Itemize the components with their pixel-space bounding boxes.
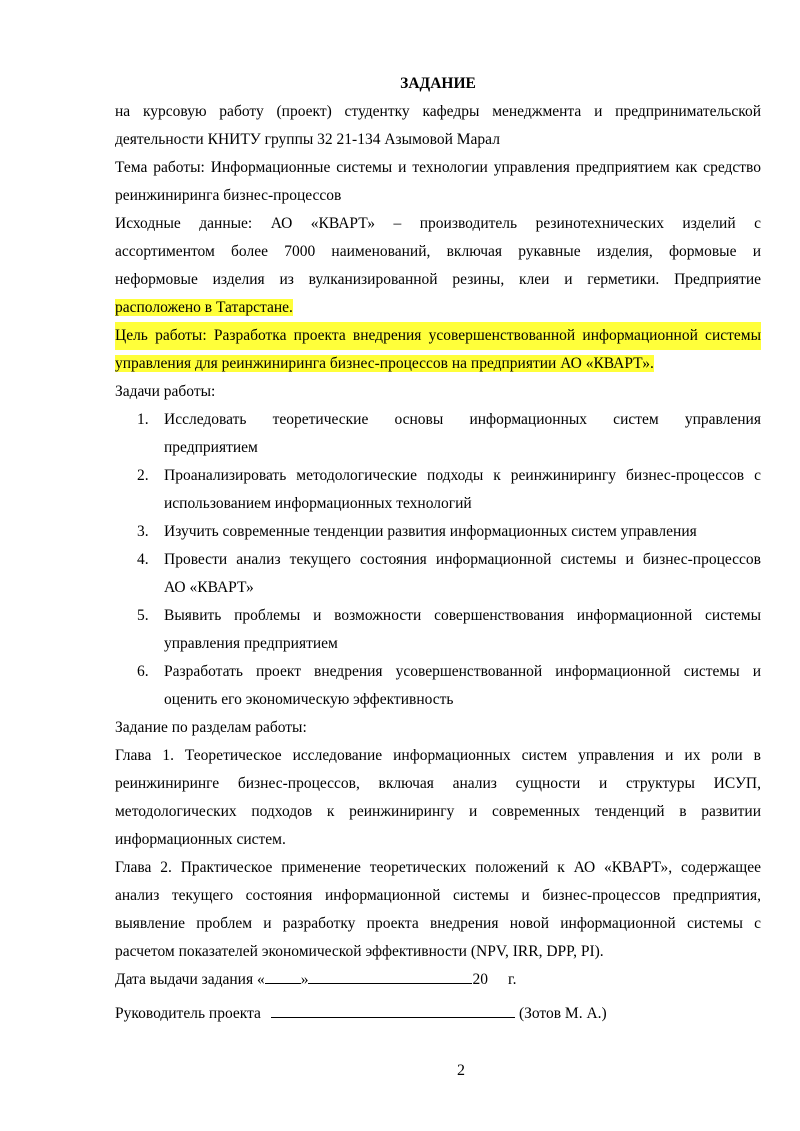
issue-date-suffix: г. bbox=[507, 971, 517, 988]
signature-blank bbox=[271, 1001, 515, 1018]
supervisor-name: (Зотов М. А.) bbox=[518, 1005, 607, 1022]
chapter-2-line: Глава 2. Практическое применение теоретических положений к АО «КВАРТ», содержащее bbox=[115, 859, 761, 876]
highlighted-text: Цель работы: Разработка проекта внедрения усовершенствованной информационной системы bbox=[115, 322, 761, 350]
list-item-line: Проанализировать методологические подходы к реинжинирингу бизнес-процессов с bbox=[164, 467, 761, 484]
source-line-4 bbox=[115, 294, 761, 322]
list-item-number: 1. bbox=[137, 411, 149, 428]
list-item bbox=[115, 546, 761, 602]
source-line-1: Исходные данные: АО «КВАРТ» – производитель резинотехнических изделий с bbox=[115, 215, 761, 232]
list-item-number: 4. bbox=[137, 551, 149, 568]
goal-line-2 bbox=[115, 350, 761, 378]
issue-date-prefix: Дата выдачи задания « bbox=[115, 971, 265, 988]
chapter-1-line: реинжиниринге бизнес-процессов, включая анализ сущности и структуры ИСУП, bbox=[115, 775, 761, 792]
source-data-paragraph bbox=[115, 210, 761, 322]
list-item-number: 5. bbox=[137, 607, 149, 624]
list-item bbox=[115, 406, 761, 462]
list-item-line: Исследовать теоретические основы информационных систем управления bbox=[164, 411, 761, 428]
sections-header: Задание по разделам работы: bbox=[115, 719, 307, 736]
highlighted-text: управления для реинжиниринга бизнес-процессов на предприятии АО «КВАРТ». bbox=[115, 355, 654, 372]
list-item-line: Разработать проект внедрения усовершенствованной информационной системы и bbox=[164, 663, 761, 680]
goal-paragraph bbox=[115, 322, 761, 378]
document-title: ЗАДАНИЕ bbox=[400, 75, 476, 92]
list-item-line: оценить его экономическую эффективность bbox=[164, 691, 454, 708]
list-item-line: управления предприятием bbox=[164, 635, 338, 652]
list-item bbox=[115, 518, 761, 546]
goal-line-1 bbox=[115, 322, 761, 350]
page-number: 2 bbox=[457, 1062, 465, 1079]
list-item bbox=[115, 602, 761, 658]
intro-line-2: деятельности КНИТУ группы 32 21-134 Азымовой Марал bbox=[115, 131, 500, 148]
theme-line-1: Тема работы: Информационные системы и технологии управления предприятием как средство bbox=[115, 159, 761, 176]
list-item-line: использованием информационных технологий bbox=[164, 495, 472, 512]
list-item-line: Выявить проблемы и возможности совершенствования информационной системы bbox=[164, 607, 761, 624]
issue-date-line bbox=[115, 966, 761, 994]
tasks-header: Задачи работы: bbox=[115, 383, 216, 400]
issue-date-mid: » bbox=[300, 971, 309, 988]
list-item-line: Изучить современные тенденции развития информационных систем управления bbox=[164, 523, 697, 540]
list-item-number: 3. bbox=[137, 523, 149, 540]
supervisor-line bbox=[115, 1000, 761, 1028]
chapter-2-line: расчетом показателей экономической эффективности (NPV, IRR, DPP, PI). bbox=[115, 943, 604, 960]
chapter-2-paragraph bbox=[115, 854, 761, 966]
theme-line-2: реинжиниринга бизнес-процессов bbox=[115, 187, 342, 204]
highlighted-text: расположено в Татарстане. bbox=[115, 299, 293, 316]
list-item-line: АО «КВАРТ» bbox=[164, 579, 254, 596]
issue-date-year: 20 bbox=[472, 971, 488, 988]
list-item-line: предприятием bbox=[164, 439, 258, 456]
month-blank bbox=[308, 967, 472, 984]
list-item-line: Провести анализ текущего состояния информационной системы и бизнес-процессов bbox=[164, 551, 761, 568]
chapter-1-line: методологических подходов к реинжинирингу и современных тенденций в развитии bbox=[115, 803, 761, 820]
intro-paragraph bbox=[115, 98, 761, 154]
chapter-1-line: Глава 1. Теоретическое исследование информационных систем управления и их роли в bbox=[115, 747, 761, 764]
list-item-number: 2. bbox=[137, 467, 149, 484]
list-item bbox=[115, 462, 761, 518]
chapter-1-paragraph bbox=[115, 742, 761, 854]
theme-paragraph bbox=[115, 154, 761, 210]
list-item-number: 6. bbox=[137, 663, 149, 680]
supervisor-label: Руководитель проекта bbox=[115, 1005, 261, 1022]
document-page bbox=[115, 70, 761, 1028]
tasks-list bbox=[115, 406, 761, 714]
source-line-3: неформовые изделия из вулканизированной резины, клеи и герметики. Предприятие bbox=[115, 271, 761, 288]
chapter-1-line: информационных систем. bbox=[115, 831, 286, 848]
chapter-2-line: выявление проблем и разработку проекта внедрения новой информационной системы с bbox=[115, 915, 761, 932]
source-line-2: ассортиментом более 7000 наименований, включая рукавные изделия, формовые и bbox=[115, 243, 761, 260]
chapter-2-line: анализ текущего состояния информационной системы и бизнес-процессов предприятия, bbox=[115, 887, 761, 904]
day-blank bbox=[265, 967, 301, 984]
list-item bbox=[115, 658, 761, 714]
intro-line-1: на курсовую работу (проект) студентку кафедры менеджмента и предпринимательской bbox=[115, 103, 761, 120]
